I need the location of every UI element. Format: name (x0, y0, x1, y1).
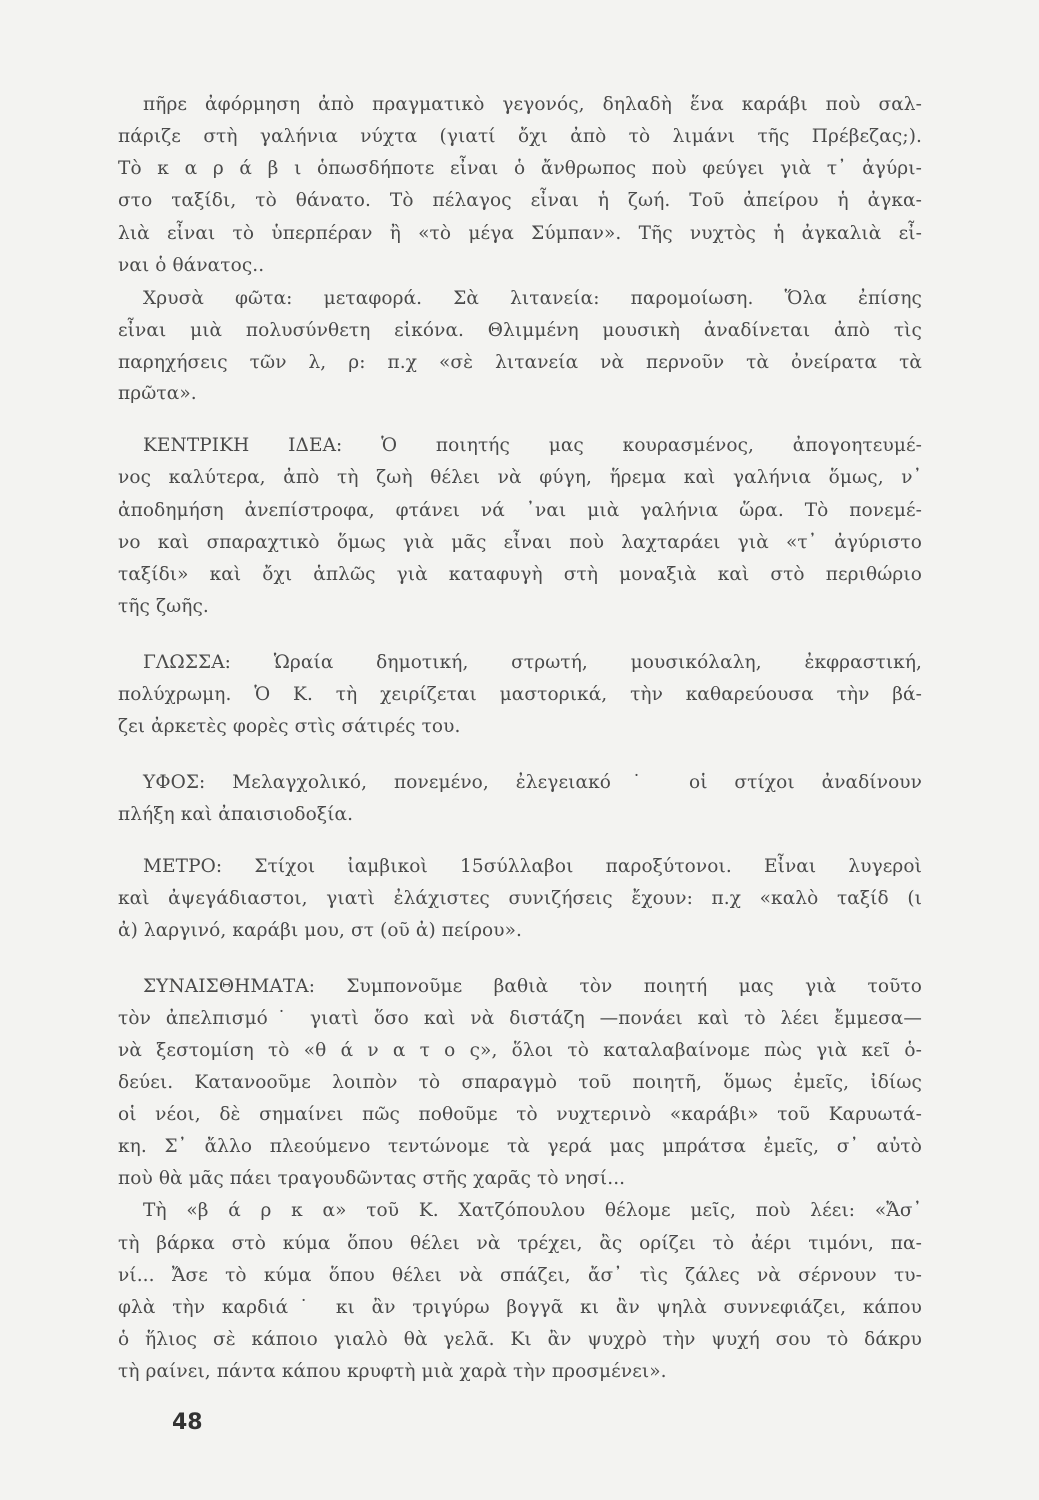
text-line: τὴ ραίνει, πάντα κάπου κρυφτὴ μιὰ χαρὰ τὴν προσμένει». (118, 1361, 667, 1382)
text-line: ναι ὁ θάνατος.. (118, 255, 265, 276)
text-line: Χρυσὰ φῶτα: μεταφορά. Σὰ λιτανεία: παρομοίωση. Ὅλα ἐπίσης (143, 288, 922, 309)
text-line: ἀ) λαργινό, καράβι μου, στ (οῦ ἀ) πείρου». (118, 920, 523, 941)
text-line: Τὸ κ α ρ ά β ι ὁπωσδήποτε εἶναι ὁ ἄνθρωπος ποὺ φεύγει γιὰ τ᾽ ἀγύρι- (118, 158, 922, 179)
text-line: κη. Σ᾽ ἄλλο πλεούμενο τεντώνομε τὰ γερά μας μπράτσα ἐμεῖς, σ᾽ αὐτὸ (118, 1136, 922, 1157)
text-line: ΓΛΩΣΣΑ: Ὡραία δημοτική, στρωτή, μουσικόλαλη, ἐκφραστική, (143, 652, 922, 673)
text-line: πλήξη καὶ ἀπαισιοδοξία. (118, 804, 354, 825)
text-line: πολύχρωμη. Ὁ Κ. τὴ χειρίζεται μαστορικά, τὴν καθαρεύουσα τὴν βά- (118, 684, 922, 705)
text-line: πάριζε στὴ γαλήνια νύχτα (γιατί ὄχι ἀπὸ τὸ λιμάνι τῆς Πρέβεζας;). (118, 126, 922, 147)
text-line: ζει ἀρκετὲς φορὲς στὶς σάτιρές του. (118, 716, 461, 737)
text-line: ταξίδι» καὶ ὄχι ἁπλῶς γιὰ καταφυγὴ στὴ μοναξιὰ καὶ στὸ περιθώριο (118, 564, 922, 585)
text-line: νί... Ἄσε τὸ κύμα ὅπου θέλει νὰ σπάζει, ἄσ᾽ τὶς ζάλες νὰ σέρνουν τυ- (118, 1265, 922, 1286)
text-line: τῆς ζωῆς. (118, 596, 209, 617)
text-line: εἶναι μιὰ πολυσύνθετη εἰκόνα. Θλιμμένη μουσικὴ ἀναδίνεται ἀπὸ τὶς (118, 320, 922, 341)
text-line: τὴ βάρκα στὸ κύμα ὅπου θέλει νὰ τρέχει, ἂς ορίζει τὸ ἀέρι τιμόνι, πα- (118, 1233, 922, 1254)
text-line: ποὺ θὰ μᾶς πάει τραγουδῶντας στῆς χαρᾶς τὸ νησί... (118, 1168, 626, 1189)
text-line: δεύει. Κατανοοῦμε λοιπὸν τὸ σπαραγμὸ τοῦ ποιητῆ, ὅμως ἐμεῖς, ἰδίως (118, 1072, 922, 1093)
text-line: Τὴ «β ά ρ κ α» τοῦ Κ. Χατζόπουλου θέλομε μεῖς, ποὺ λέει: «Ἄσ᾽ (143, 1200, 922, 1221)
text-line: τὸν ἀπελπισμό˙ γιατὶ ὅσο καὶ νὰ διστάζη —πονάει καὶ τὸ λέει ἔμμεσα— (118, 1008, 922, 1029)
text-line: ΜΕΤΡΟ: Στίχοι ἰαμβικοὶ 15σύλλαβοι παροξύτονοι. Εἶναι λυγεροὶ (143, 856, 922, 877)
text-line: οἱ νέοι, δὲ σημαίνει πῶς ποθοῦμε τὸ νυχτερινὸ «καράβι» τοῦ Καρυωτά- (118, 1104, 922, 1125)
text-line: ΣΥΝΑΙΣΘΗΜΑΤΑ: Συμπονοῦμε βαθιὰ τὸν ποιητή μας γιὰ τοῦτο (143, 976, 922, 997)
text-line: ΥΦΟΣ: Μελαγχολικό, πονεμένο, ἐλεγειακό˙ οἱ στίχοι ἀναδίνουν (143, 772, 922, 793)
text-line: φλὰ τὴν καρδιά˙ κι ἂν τριγύρω βογγᾶ κι ἂν ψηλὰ συννεφιάζει, κάπου (118, 1297, 922, 1318)
page-number: 48 (172, 1410, 203, 1435)
text-line: καὶ ἀψεγάδιαστοι, γιατὶ ἐλάχιστες συνιζήσεις ἔχουν: π.χ «καλὸ ταξίδ (ι (118, 888, 922, 909)
text-line: ἀποδημήση ἀνεπίστροφα, φτάνει νά ᾽ναι μιὰ γαλήνια ὥρα. Τὸ πονεμέ- (118, 500, 922, 521)
text-line: νο καὶ σπαραχτικὸ ὅμως γιὰ μᾶς εἶναι ποὺ λαχταράει γιὰ «τ᾽ ἀγύριστο (118, 532, 922, 553)
text-line: στο ταξίδι, τὸ θάνατο. Τὸ πέλαγος εἶναι ἡ ζωή. Τοῦ ἀπείρου ἡ ἀγκα- (118, 190, 922, 211)
text-line: ὁ ἥλιος σὲ κάποιο γιαλὸ θὰ γελᾶ. Κι ἂν ψυχρὸ τὴν ψυχή σου τὸ δάκρυ (118, 1329, 922, 1350)
text-line: πρῶτα». (118, 383, 197, 404)
text-line: πῆρε ἀφόρμηση ἀπὸ πραγματικὸ γεγονός, δηλαδὴ ἕνα καράβι ποὺ σαλ- (143, 94, 922, 115)
text-line: νὰ ξεστομίση τὸ «θ ά ν α τ ο ς», ὅλοι τὸ καταλαβαίνομε πὼς γιὰ κεῖ ὁ- (118, 1040, 922, 1061)
text-line: παρηχήσεις τῶν λ, ρ: π.χ «σὲ λιτανεία νὰ περνοῦν τὰ ὀνείρατα τὰ (118, 352, 922, 373)
text-line: λιὰ εἶναι τὸ ὑπερπέραν ἢ «τὸ μέγα Σύμπαν». Τῆς νυχτὸς ἡ ἀγκαλιὰ εἶ- (118, 223, 922, 244)
text-line: νος καλύτερα, ἀπὸ τὴ ζωὴ θέλει νὰ φύγη, ἥρεμα καὶ γαλήνια ὅμως, ν᾽ (118, 467, 922, 488)
text-line: ΚΕΝΤΡΙΚΗ ΙΔΕΑ: Ὁ ποιητής μας κουρασμένος, ἀπογοητευμέ- (143, 435, 922, 456)
